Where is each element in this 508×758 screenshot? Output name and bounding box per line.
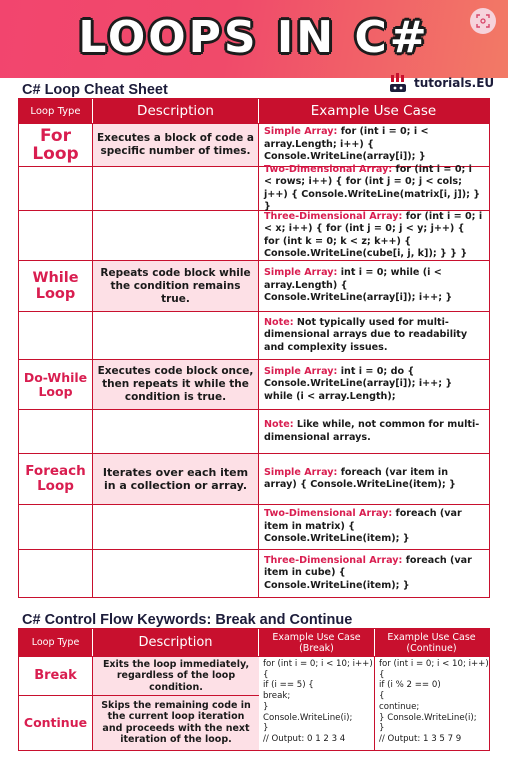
loop-type-break: Break — [34, 668, 77, 684]
table-row — [19, 409, 489, 453]
table-row — [19, 453, 489, 504]
example-use-case: Three-Dimensional Array: for (int i = 0; i < x; i++) { for (int j = 0; j < y; j++) { for (int k = 0; k < z; k++) { Console.WriteLine(cube[i, j, k]); } } } — [264, 210, 483, 259]
example-use-case: Simple Array: int i = 0; while (i < array.Length) { Console.WriteLine(array[i]); i++; } — [264, 267, 453, 304]
control-flow-table — [18, 628, 490, 751]
table-row — [19, 163, 489, 212]
example-use-case: Two-Dimensional Array: foreach (var item in matrix) { Console.WriteLine(item); } — [264, 508, 462, 545]
continue-code-example: for (int i = 0; i < 10; i++) { if (i % 2 == 0) { continue; } Console.WriteLine(i); } // Output: 1 3 5 7 9 — [379, 659, 489, 744]
loop-description: Executes code block once, then repeats it while the condition is true. — [97, 365, 254, 403]
loop-cheat-sheet-table — [18, 98, 490, 598]
loop-description: Repeats code block while the condition remains true. — [100, 266, 251, 305]
column-header: Loop Type — [19, 629, 93, 656]
tutorials-logo-icon — [388, 72, 410, 94]
example-use-case: Simple Array: for (int i = 0; i < array.Length; i++) { Console.WriteLine(array[i]); } — [264, 126, 429, 163]
loop-type-foreach: Foreach Loop — [25, 463, 86, 494]
loop-description: Skips the remaining code in the current loop iteration and proceeds with the next iteration of the loop. — [101, 699, 251, 746]
column-header: Example Use Case (Break) — [259, 629, 375, 656]
example-use-case: Three-Dimensional Array: foreach (var item in cube) { Console.WriteLine(item); } — [264, 554, 472, 591]
example-use-case: Note: Like while, not common for multi-dimensional arrays. — [264, 419, 480, 443]
table-row — [19, 549, 489, 597]
column-header: Example Use Case — [310, 103, 437, 119]
column-header: Example Use Case (Continue) — [387, 631, 476, 654]
table-row — [19, 210, 489, 260]
table-row — [19, 311, 489, 359]
table-row — [19, 656, 489, 750]
loop-type-do-while: Do-While Loop — [23, 369, 88, 399]
column-header: Loop Type — [19, 99, 93, 123]
brand-name: tutorials.EU — [414, 76, 495, 90]
table-header — [19, 99, 489, 123]
table-row — [19, 359, 489, 409]
example-use-case: Simple Array: foreach (var item in array) { Console.WriteLine(item); } — [264, 466, 456, 490]
scan-button[interactable] — [470, 8, 496, 34]
brand-logo[interactable] — [388, 70, 494, 96]
loop-description: Executes a block of code a specific number of times. — [97, 132, 254, 157]
scan-icon — [476, 14, 490, 28]
cheat-sheet-title: C# Loop Cheat Sheet — [22, 82, 168, 98]
loop-type-while: While Loop — [32, 270, 79, 302]
loop-type-for: For Loop — [32, 126, 79, 164]
table-header — [19, 629, 489, 656]
example-use-case: Simple Array: int i = 0; do { Console.WriteLine(array[i]); i++; } while (i < array.Length); — [264, 365, 453, 402]
table-row — [19, 504, 489, 549]
column-header: Description — [93, 99, 259, 123]
loop-description: Exits the loop immediately, regardless of the loop condition. — [102, 658, 250, 693]
column-header: Description — [93, 629, 259, 656]
page-title: LOOPS IN C# — [78, 12, 430, 63]
loop-type-continue: Continue — [23, 715, 88, 731]
header-banner — [0, 0, 508, 78]
example-use-case: Two-Dimensional Array: for (int i = 0; i < rows; i++) { for (int j = 0; j < cols; j++) { Console.WriteLine(matrix[i, j]); } } — [264, 163, 481, 212]
example-use-case: Note: Not typically used for multi-dimensional arrays due to readability and complexity issues. — [264, 316, 468, 353]
control-flow-title: C# Control Flow Keywords: Break and Continue — [22, 612, 353, 628]
break-code-example: for (int i = 0; i < 10; i++) { if (i == 5) { break; } Console.WriteLine(i); } // Output: 0 1 2 3 4 — [259, 657, 375, 750]
table-row — [19, 260, 489, 311]
loop-description: Iterates over each item in a collection or array. — [102, 466, 249, 492]
